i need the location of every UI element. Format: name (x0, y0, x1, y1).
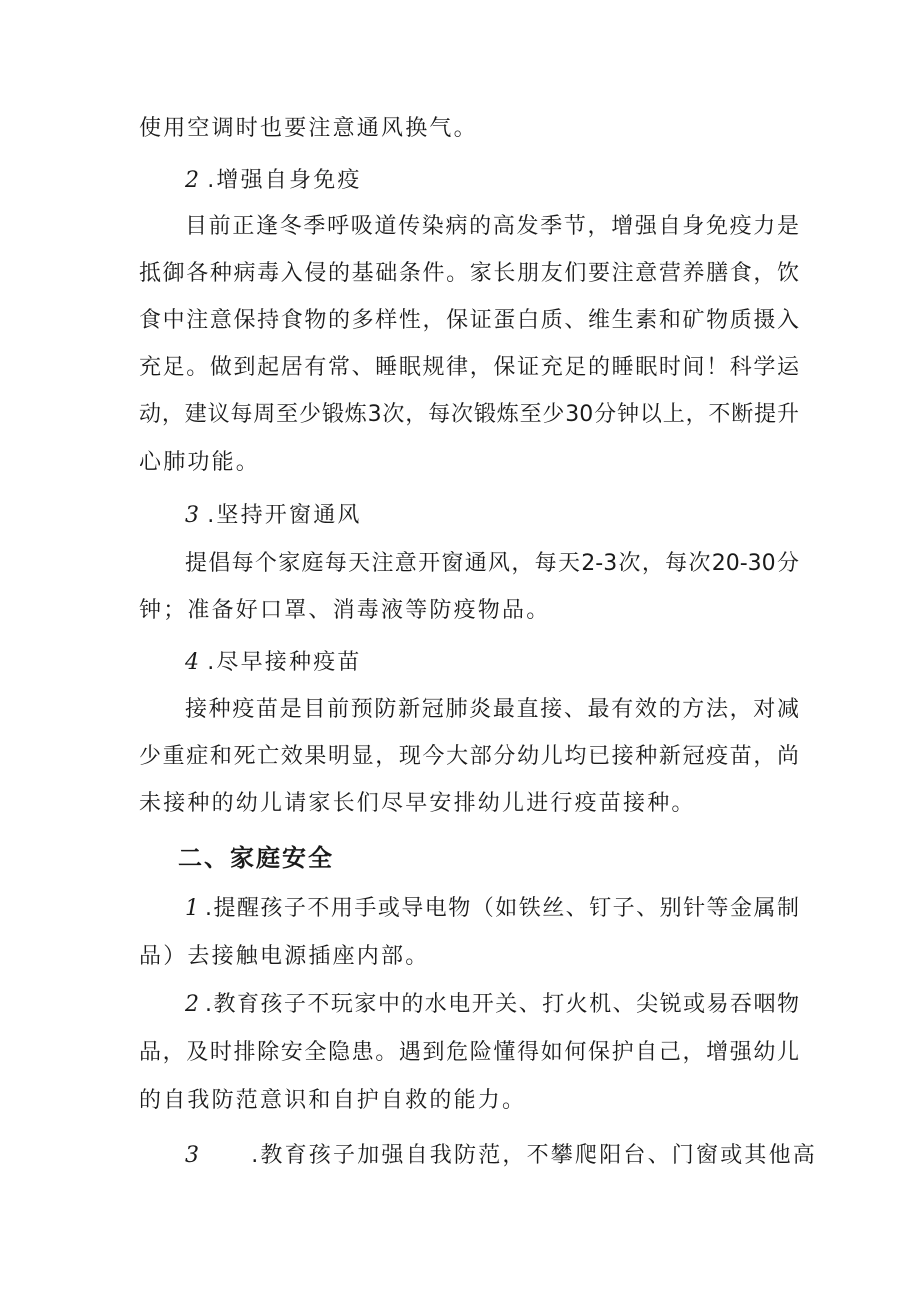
item-text: .教育孩子不玩家中的水电开关、打火机、尖锐或易吞咽物 (205, 992, 799, 1017)
paragraph-line: 少重症和死亡效果明显，现今大部分幼儿均已接种新冠疫苗，尚 (139, 744, 799, 769)
item-text: .提醒孩子不用手或导电物（如铁丝、钉子、别针等金属制 (205, 896, 799, 921)
paragraph-line: 心肺功能。 (139, 450, 261, 475)
paragraph-line: 食中注意保持食物的多样性，保证蛋白质、维生素和矿物质摄入 (139, 308, 799, 333)
paragraph-line: 的自我防范意识和自护自救的能力。 (139, 1088, 527, 1113)
paragraph-line: 提倡每个家庭每天注意开窗通风，每天2-3次，每次20-30分 (185, 551, 799, 576)
paragraph-line: 钟；准备好口罩、消毒液等防疫物品。 (139, 598, 551, 623)
paragraph-line: 充足。做到起居有常、睡眠规律，保证充足的睡眠时间！科学运 (139, 355, 799, 380)
section-title-immunity (185, 166, 799, 196)
section-title-ventilation (185, 501, 799, 531)
paragraph-line: 动，建议每周至少锻炼3次，每次锻炼至少30分钟以上，不断提升 (139, 402, 799, 427)
item-title: .坚持开窗通风 (207, 503, 362, 528)
section-title-vaccination (185, 648, 799, 678)
item-text: .教育孩子加强自我防范，不攀爬阳台、门窗或其他高 (251, 1143, 817, 1168)
item-title: .尽早接种疫苗 (207, 650, 362, 675)
item-title: .增强自身免疫 (207, 168, 362, 193)
section-heading: 二、家庭安全 (178, 844, 334, 872)
list-item-line (185, 990, 799, 1020)
list-item-line (185, 1141, 817, 1171)
paragraph-line: 接种疫苗是目前预防新冠肺炎最直接、最有效的方法，对减 (185, 697, 799, 722)
paragraph-line: 抵御各种病毒入侵的基础条件。家长朋友们要注意营养膳食，饮 (139, 261, 799, 286)
item-number: 2 (185, 168, 202, 193)
item-number: 4 (185, 650, 202, 675)
item-number: 3 (185, 1143, 202, 1168)
paragraph-line: 未接种的幼儿请家长们尽早安排幼儿进行疫苗接种。 (139, 791, 696, 816)
item-number: 1 (185, 896, 199, 921)
paragraph-line: 目前正逢冬季呼吸道传染病的高发季节，增强自身免疫力是 (185, 214, 799, 239)
paragraph-line: 品）去接触电源插座内部。 (139, 944, 430, 969)
item-number: 2 (185, 992, 199, 1017)
item-number: 3 (185, 503, 202, 528)
list-item-line (185, 894, 799, 924)
paragraph-line: 使用空调时也要注意通风换气。 (139, 116, 478, 141)
paragraph-line: 品，及时排除安全隐患。遇到危险懂得如何保护自己，增强幼儿 (139, 1040, 799, 1065)
